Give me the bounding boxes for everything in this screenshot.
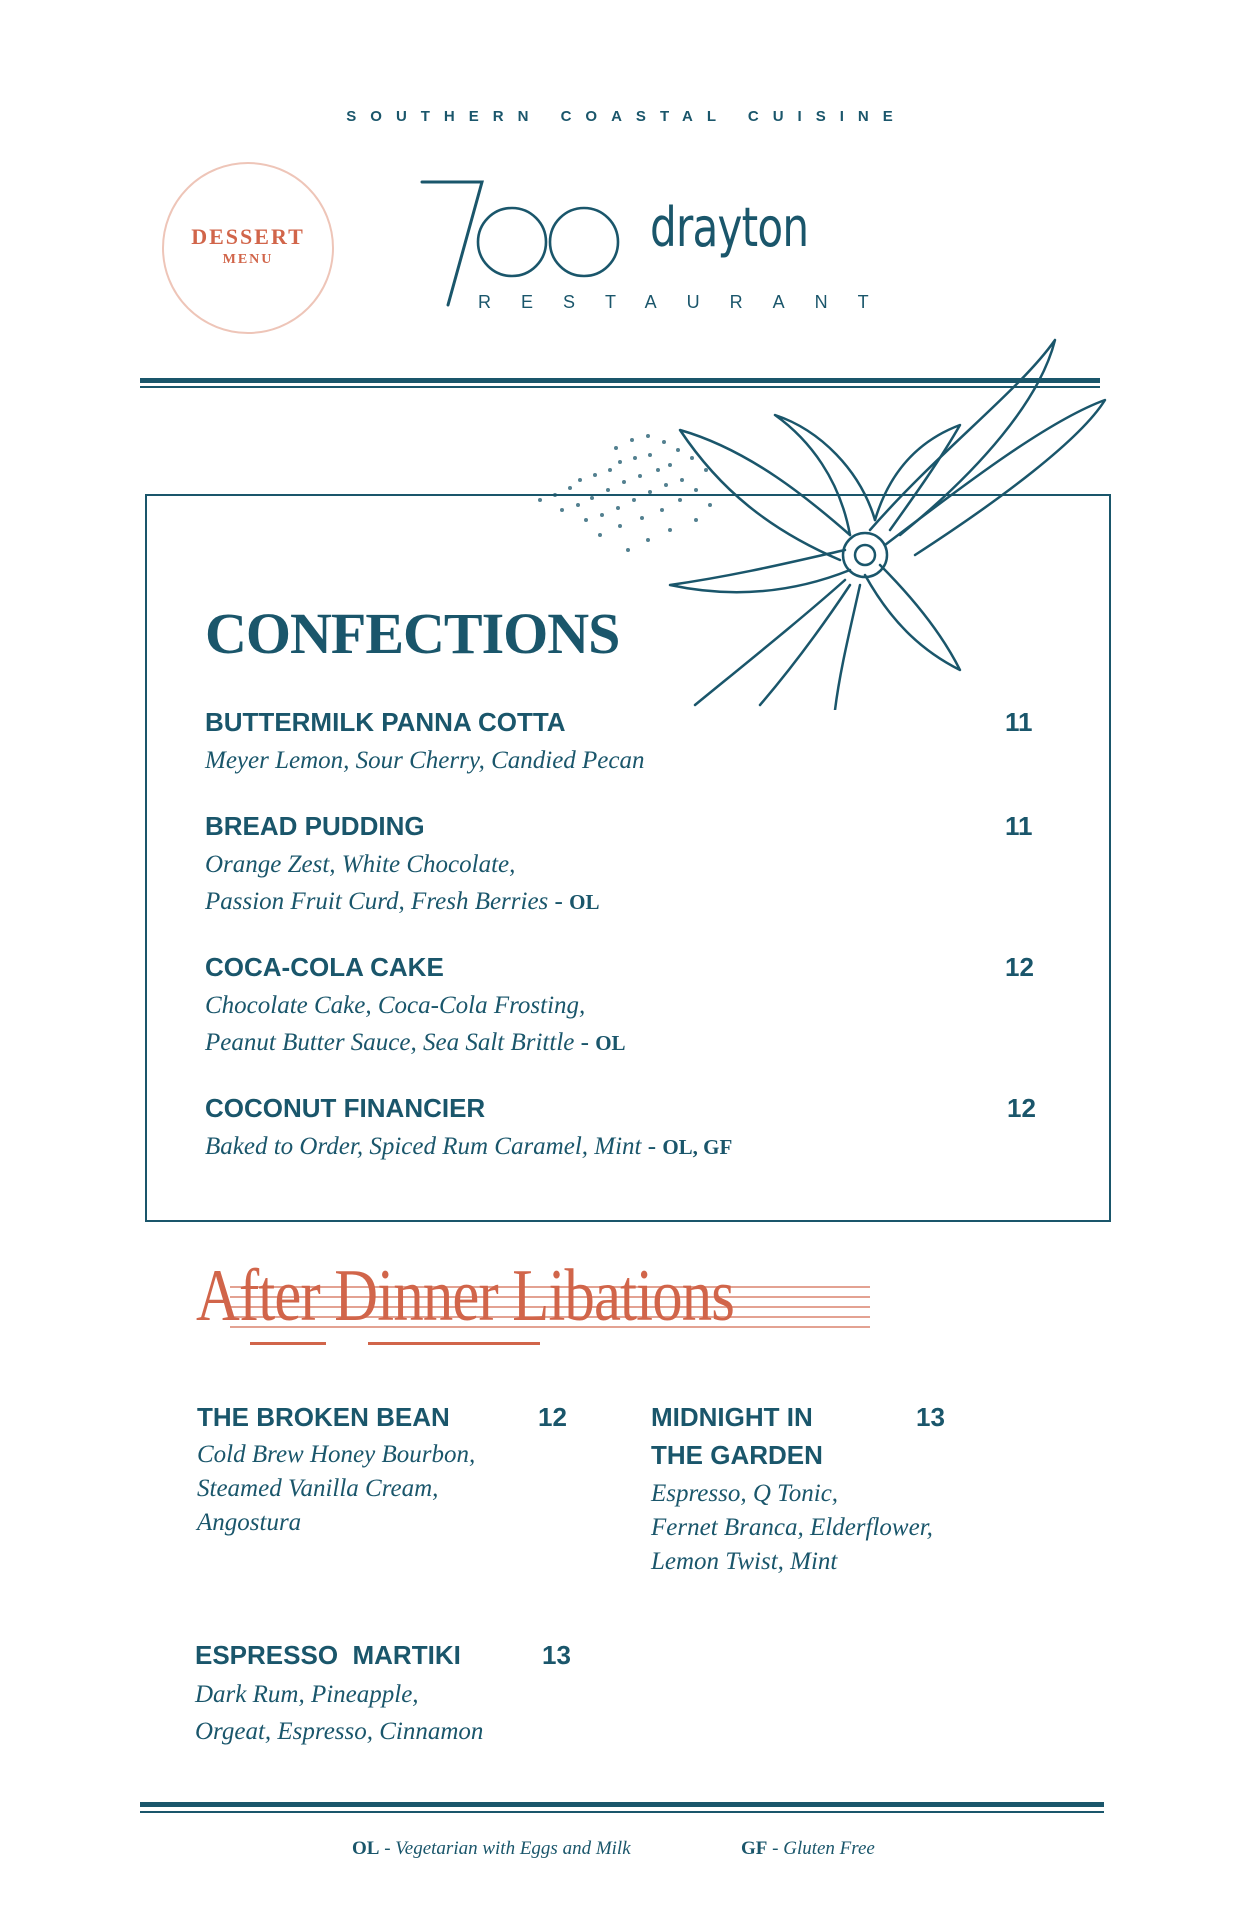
menu-item-price: 12: [1005, 952, 1034, 982]
drink-description: Cold Brew Honey Bourbon, Steamed Vanilla Cream, Angostura: [197, 1441, 476, 1536]
flower-linework: [670, 340, 1105, 710]
menu-item-price: 11: [1005, 707, 1033, 737]
drink-price: 12: [538, 1402, 567, 1432]
menu-item-description: Meyer Lemon, Sour Cherry, Candied Pecan: [205, 747, 645, 774]
logo-number: 700: [422, 318, 424, 319]
dietary-tag: OL: [569, 890, 600, 914]
tagline: SOUTHERN COASTAL CUISINE: [346, 108, 907, 125]
badge-line-2: MENU: [222, 252, 274, 267]
legend-ol: OL - Vegetarian with Eggs and Milk: [352, 1838, 631, 1859]
menu-item-price: 12: [1007, 1093, 1036, 1123]
menu-item-description: Chocolate Cake, Coca-Cola Frosting, Peanut Butter Sauce, Sea Salt Brittle - OL: [205, 992, 626, 1056]
speckle-cloud: [538, 434, 712, 552]
drink-price: 13: [542, 1640, 571, 1670]
logo-word: drayton: [650, 196, 809, 259]
libations-title: After Dinner Libations: [196, 1255, 735, 1337]
drink-price: 13: [916, 1402, 945, 1432]
dietary-tag: OL: [595, 1031, 626, 1055]
menu-item-name: BREAD PUDDING: [205, 811, 425, 841]
legend-gf: GF - Gluten Free: [741, 1838, 875, 1859]
logo-subtitle: RESTAURANT: [478, 292, 899, 312]
drink-name: THE BROKEN BEAN: [197, 1402, 450, 1432]
drink-description: Espresso, Q Tonic, Fernet Branca, Elderflower, Lemon Twist, Mint: [651, 1480, 933, 1575]
menu-item-price: 11: [1005, 811, 1033, 841]
menu-item-description: Orange Zest, White Chocolate, Passion Fruit Curd, Fresh Berries - OL: [205, 851, 600, 915]
menu-item-name: COCA-COLA CAKE: [205, 952, 444, 982]
badge-line-1: DESSERT: [191, 224, 305, 249]
bottom-rule-thin: [140, 1811, 1104, 1813]
menu-item-name: BUTTERMILK PANNA COTTA: [205, 707, 566, 737]
drink-name: ESPRESSO MARTIKI: [195, 1640, 461, 1670]
bottom-rule-thick: [140, 1802, 1104, 1807]
dessert-menu-badge: [162, 162, 334, 334]
menu-item-description: Baked to Order, Spiced Rum Caramel, Mint - OL, GF: [205, 1133, 733, 1160]
confections-title: CONFECTIONS: [205, 601, 620, 666]
menu-item-name: COCONUT FINANCIER: [205, 1093, 486, 1123]
drink-name: MIDNIGHT IN THE GARDEN: [651, 1402, 823, 1470]
drink-description: Dark Rum, Pineapple, Orgeat, Espresso, Cinnamon: [195, 1681, 484, 1745]
dietary-tag: OL, GF: [662, 1135, 733, 1159]
